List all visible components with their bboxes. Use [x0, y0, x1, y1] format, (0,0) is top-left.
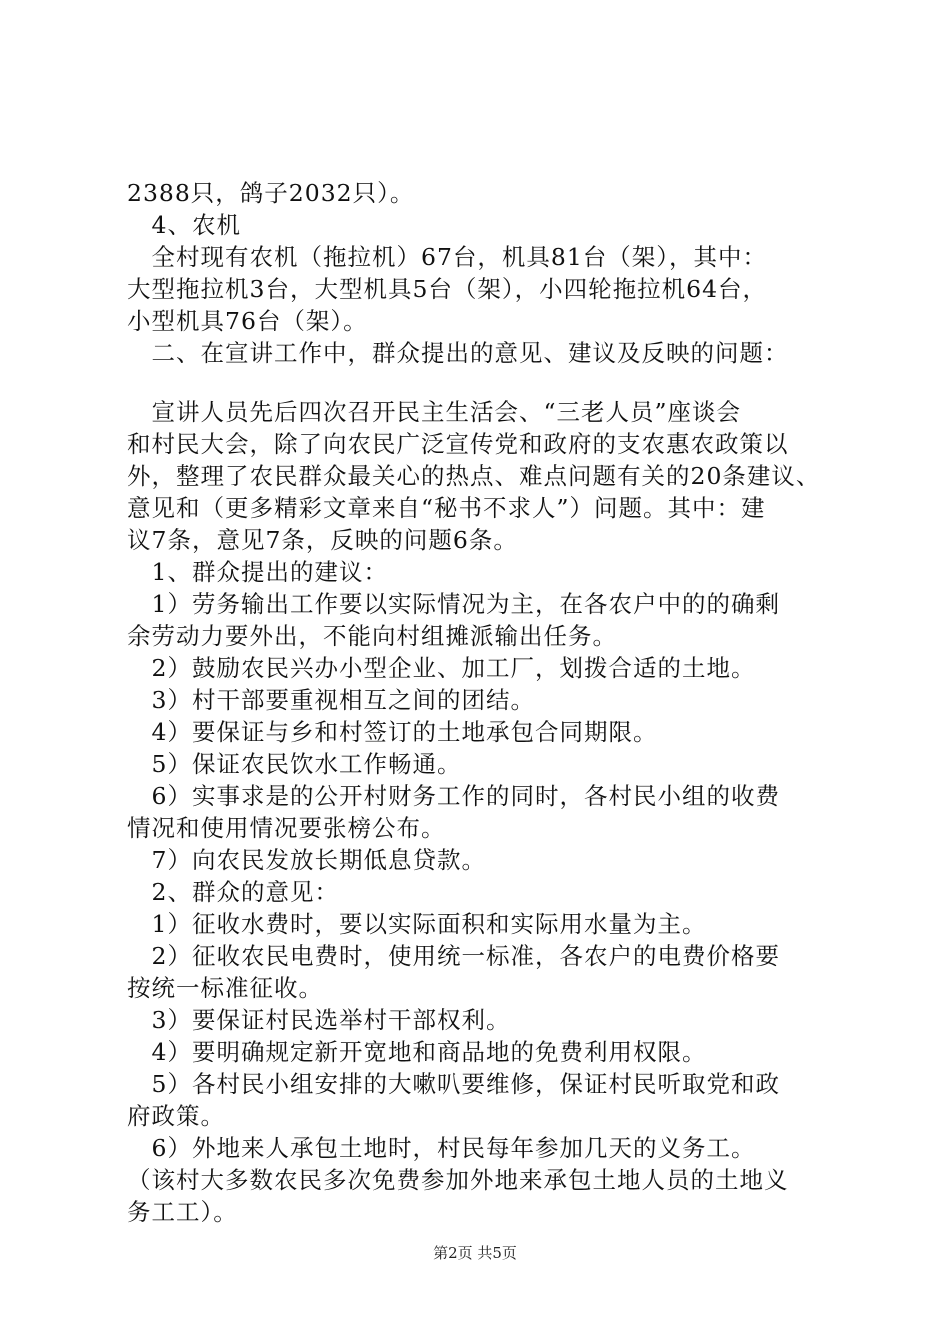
list-item: 6）实事求是的公开村财务工作的同时，各村民小组的收费 — [127, 782, 780, 810]
list-item: 5）保证农民饮水工作畅通。 — [127, 750, 462, 778]
list-item: 3）村干部要重视相互之间的团结。 — [127, 686, 535, 714]
list-item: 4）要明确规定新开宽地和商品地的免费利用权限。 — [127, 1038, 707, 1066]
text-line: 全村现有农机（拖拉机）67台，机具81台（架），其中： — [127, 243, 768, 271]
text-line: 按统一标准征收。 — [127, 974, 323, 1002]
text-line: 宣讲人员先后四次召开民主生活会、“三老人员”座谈会 — [127, 398, 742, 426]
page-footer: 第2页 共5页 — [433, 1244, 517, 1262]
list-item: 2）鼓励农民兴办小型企业、加工厂，划拨合适的土地。 — [127, 654, 756, 682]
list-item: 1）劳务输出工作要以实际情况为主，在各农户中的的确剩 — [127, 590, 780, 618]
list-item: 4）要保证与乡和村签订的土地承包合同期限。 — [127, 718, 658, 746]
section-heading: 1、群众提出的建议： — [127, 558, 388, 586]
text-line: 和村民大会，除了向农民广泛宣传党和政府的支农惠农政策以 — [127, 430, 789, 458]
text-line: 2388只，鸽子2032只）。 — [127, 179, 415, 207]
text-line: 余劳动力要外出，不能向村组摊派输出任务。 — [127, 622, 617, 650]
section-heading: 二、在宣讲工作中，群众提出的意见、建议及反映的问题： — [127, 339, 789, 367]
list-item: 1）征收水费时，要以实际面积和实际用水量为主。 — [127, 910, 707, 938]
text-line: 议7条，意见7条，反映的问题6条。 — [127, 526, 518, 554]
list-item: 2）征收农民电费时，使用统一标准，各农户的电费价格要 — [127, 942, 780, 970]
text-line: 务工工）。 — [127, 1198, 238, 1226]
text-line: 外，整理了农民群众最关心的热点、难点问题有关的20条建议、 — [127, 462, 821, 490]
text-line: 小型机具76台（架）。 — [127, 307, 368, 335]
list-item: 3）要保证村民选举村干部权利。 — [127, 1006, 511, 1034]
list-item: 6）外地来人承包土地时，村民每年参加几天的义务工。 — [127, 1134, 756, 1162]
section-heading: 2、群众的意见： — [127, 878, 339, 906]
section-heading: 4、农机 — [127, 211, 241, 239]
text-line: （该村大多数农民多次免费参加外地来承包土地人员的土地义 — [127, 1166, 789, 1194]
text-line: 意见和（更多精彩文章来自“秘书不求人”）问题。其中：建 — [127, 494, 766, 522]
text-line: 情况和使用情况要张榜公布。 — [127, 814, 446, 842]
list-item: 5）各村民小组安排的大嗽叭要维修，保证村民听取党和政 — [127, 1070, 780, 1098]
list-item: 7）向农民发放长期低息贷款。 — [127, 846, 486, 874]
text-line: 大型拖拉机3台，大型机具5台（架），小四轮拖拉机64台， — [127, 275, 768, 303]
text-line: 府政策。 — [127, 1102, 225, 1130]
